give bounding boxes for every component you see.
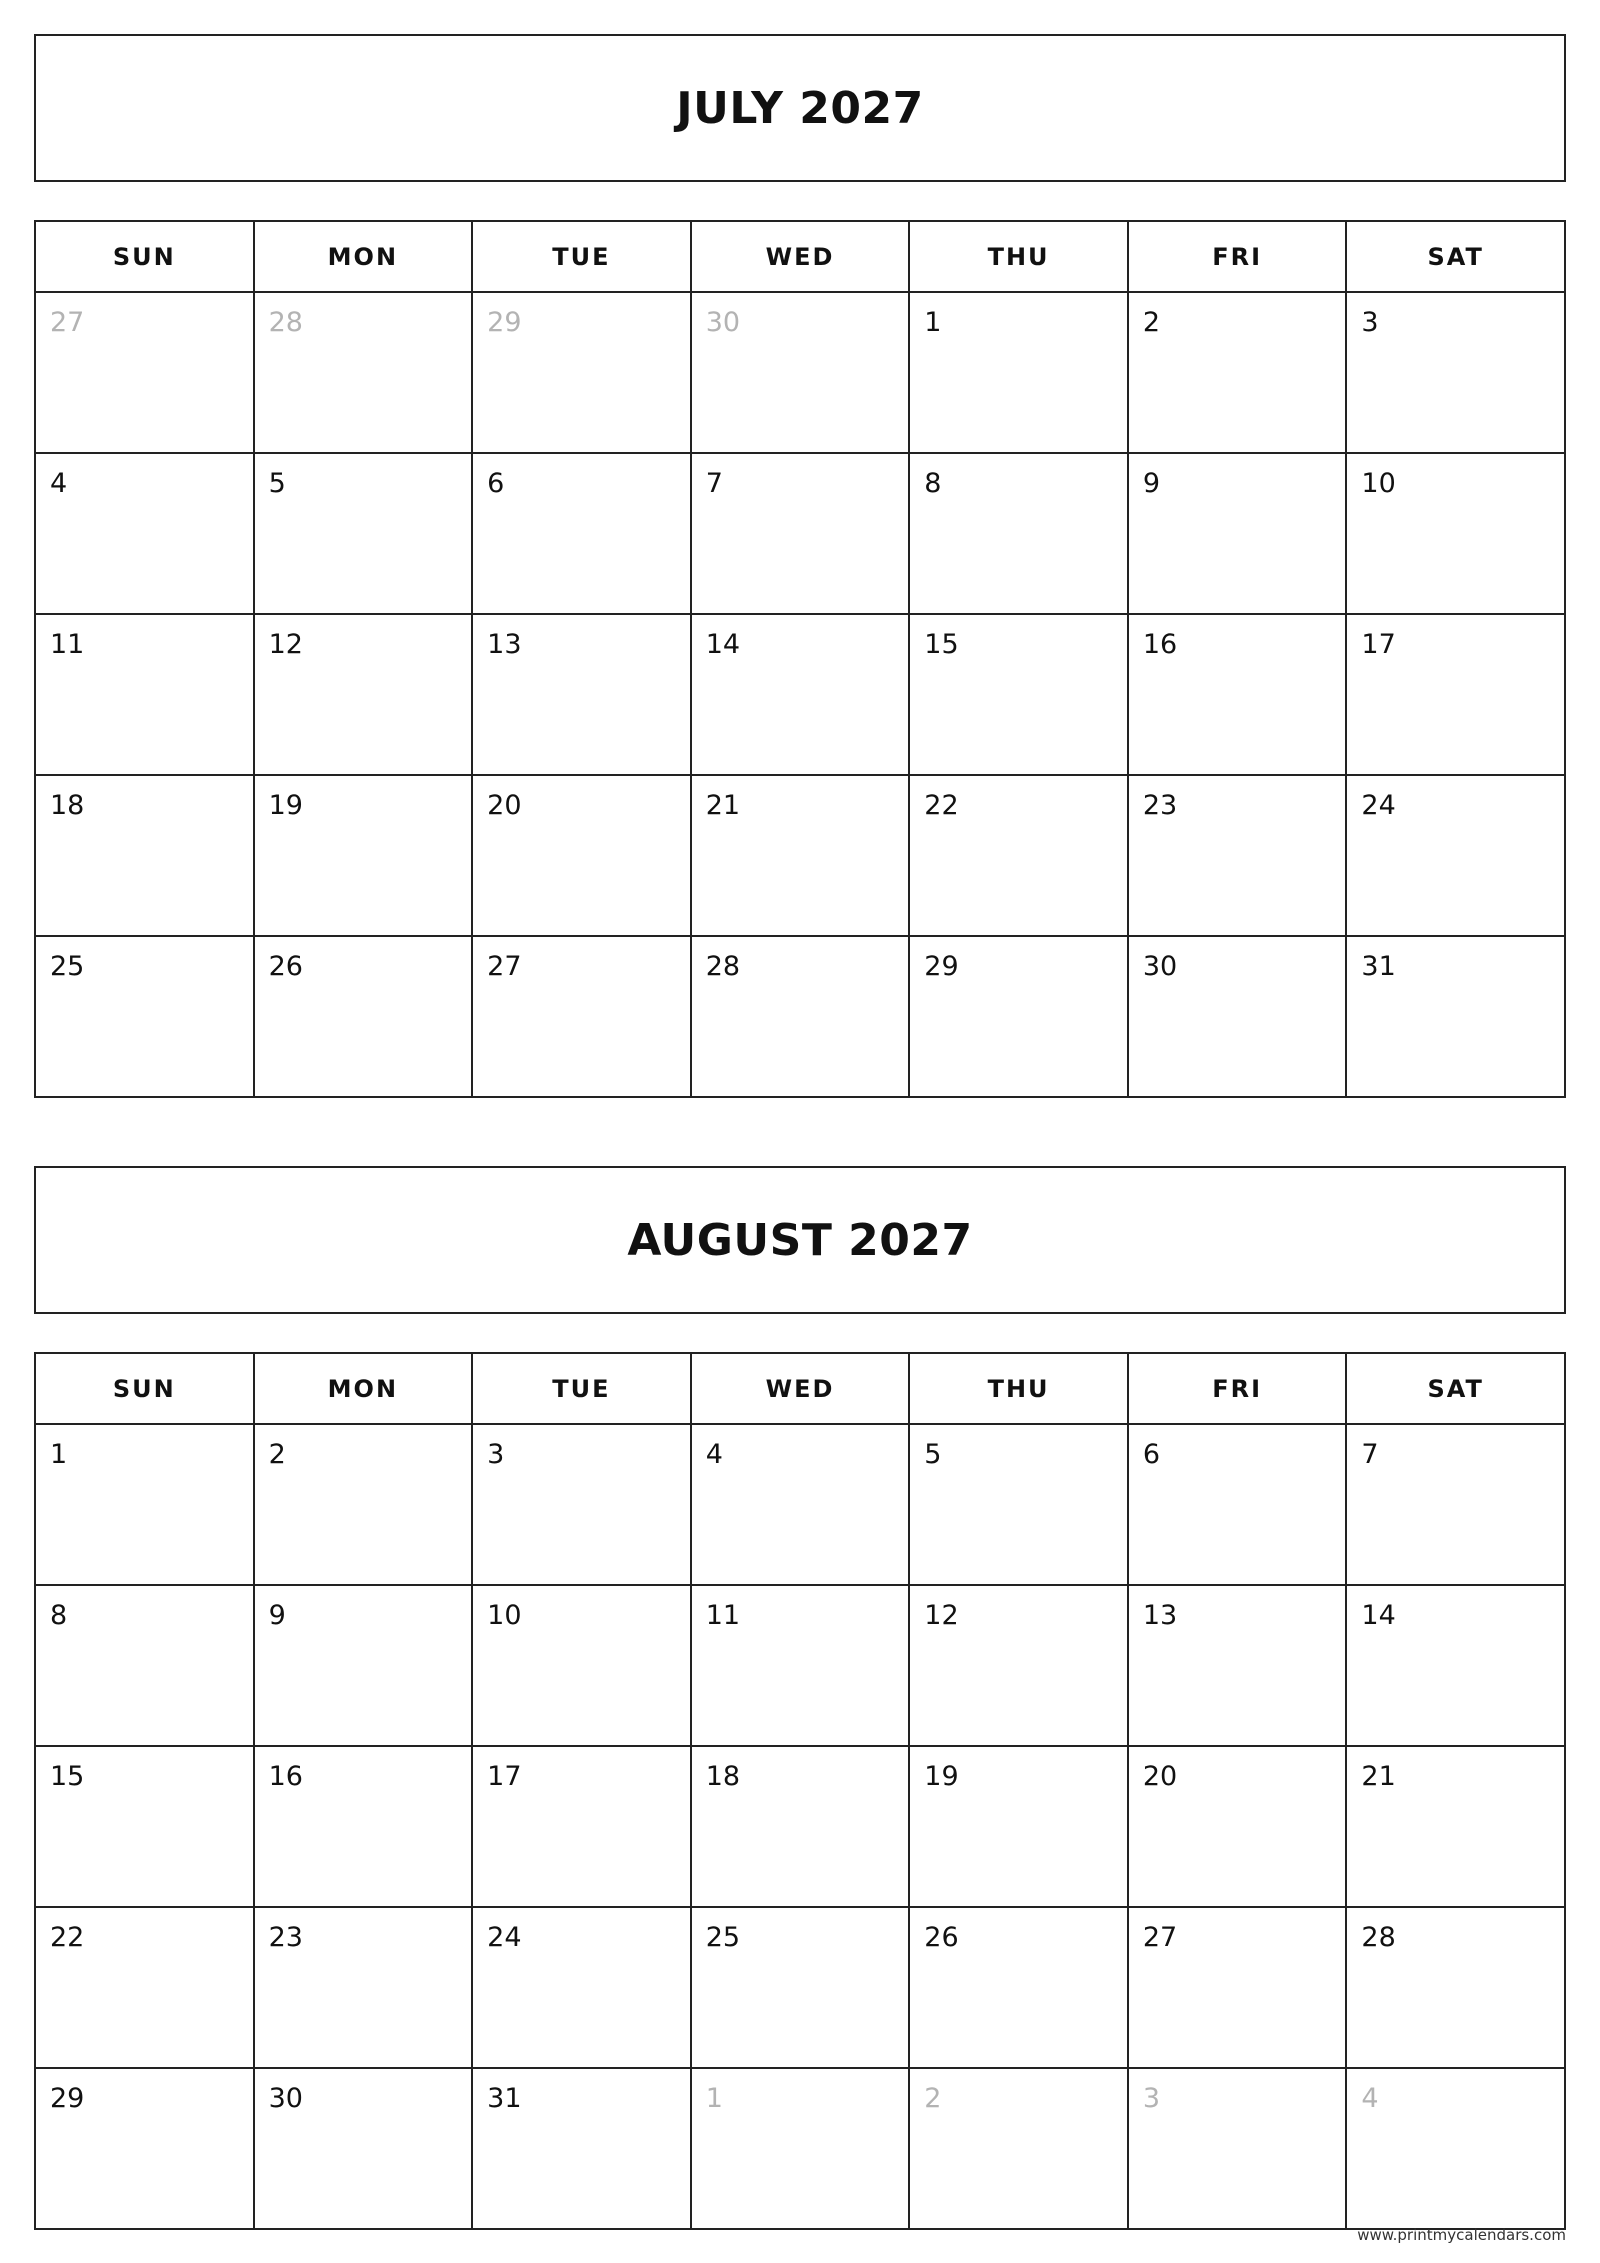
weekday-header: MON — [255, 222, 474, 293]
day-cell: 3 — [1347, 293, 1566, 454]
calendar-grid-august — [34, 1352, 1566, 2230]
day-cell: 14 — [1347, 1586, 1566, 1747]
day-cell: 31 — [473, 2069, 692, 2230]
day-cell-outside-month: 30 — [692, 293, 911, 454]
day-cell: 24 — [473, 1908, 692, 2069]
calendar-grid-july — [34, 220, 1566, 1098]
weekday-header: SAT — [1347, 1354, 1566, 1425]
day-cell: 14 — [692, 615, 911, 776]
weekday-header: SUN — [36, 1354, 255, 1425]
day-cell: 26 — [255, 937, 474, 1098]
day-cell: 20 — [473, 776, 692, 937]
day-cell: 21 — [692, 776, 911, 937]
day-cell: 29 — [910, 937, 1129, 1098]
day-cell: 17 — [1347, 615, 1566, 776]
day-cell: 27 — [473, 937, 692, 1098]
month-title: JULY 2027 — [676, 82, 924, 134]
day-cell-outside-month: 27 — [36, 293, 255, 454]
day-cell: 16 — [1129, 615, 1348, 776]
day-cell: 24 — [1347, 776, 1566, 937]
day-cell: 17 — [473, 1747, 692, 1908]
month-title-box-july — [34, 34, 1566, 182]
day-cell: 4 — [692, 1425, 911, 1586]
day-cell: 18 — [36, 776, 255, 937]
day-cell: 30 — [255, 2069, 474, 2230]
day-cell: 13 — [473, 615, 692, 776]
day-cell: 19 — [255, 776, 474, 937]
weekday-header: THU — [910, 1354, 1129, 1425]
day-cell: 11 — [692, 1586, 911, 1747]
day-cell: 15 — [36, 1747, 255, 1908]
day-cell: 1 — [910, 293, 1129, 454]
day-cell: 12 — [255, 615, 474, 776]
day-cell: 6 — [473, 454, 692, 615]
day-cell: 10 — [473, 1586, 692, 1747]
day-cell: 18 — [692, 1747, 911, 1908]
weekday-header: WED — [692, 1354, 911, 1425]
day-cell: 16 — [255, 1747, 474, 1908]
weekday-header: FRI — [1129, 1354, 1348, 1425]
day-cell: 6 — [1129, 1425, 1348, 1586]
weekday-header: MON — [255, 1354, 474, 1425]
footer-website: www.printmycalendars.com — [1357, 2226, 1566, 2244]
day-cell: 7 — [692, 454, 911, 615]
day-cell: 31 — [1347, 937, 1566, 1098]
day-cell: 25 — [692, 1908, 911, 2069]
day-cell: 25 — [36, 937, 255, 1098]
day-cell: 9 — [255, 1586, 474, 1747]
day-cell-outside-month: 4 — [1347, 2069, 1566, 2230]
weekday-header: WED — [692, 222, 911, 293]
weekday-header: SAT — [1347, 222, 1566, 293]
day-cell: 27 — [1129, 1908, 1348, 2069]
day-cell-outside-month: 28 — [255, 293, 474, 454]
day-cell-outside-month: 3 — [1129, 2069, 1348, 2230]
weekday-header: TUE — [473, 1354, 692, 1425]
day-cell: 4 — [36, 454, 255, 615]
day-cell: 9 — [1129, 454, 1348, 615]
day-cell: 2 — [1129, 293, 1348, 454]
day-cell-outside-month: 29 — [473, 293, 692, 454]
day-cell: 11 — [36, 615, 255, 776]
day-cell: 12 — [910, 1586, 1129, 1747]
day-cell: 22 — [36, 1908, 255, 2069]
day-cell: 8 — [910, 454, 1129, 615]
day-cell: 23 — [1129, 776, 1348, 937]
day-cell: 30 — [1129, 937, 1348, 1098]
day-cell: 26 — [910, 1908, 1129, 2069]
day-cell: 21 — [1347, 1747, 1566, 1908]
month-title-box-august — [34, 1166, 1566, 1314]
day-cell: 20 — [1129, 1747, 1348, 1908]
day-cell: 8 — [36, 1586, 255, 1747]
weekday-header: SUN — [36, 222, 255, 293]
day-cell: 29 — [36, 2069, 255, 2230]
day-cell: 19 — [910, 1747, 1129, 1908]
day-cell: 7 — [1347, 1425, 1566, 1586]
day-cell-outside-month: 1 — [692, 2069, 911, 2230]
day-cell: 13 — [1129, 1586, 1348, 1747]
day-cell: 5 — [910, 1425, 1129, 1586]
day-cell: 23 — [255, 1908, 474, 2069]
weekday-header: TUE — [473, 222, 692, 293]
month-title: AUGUST 2027 — [627, 1214, 973, 1266]
day-cell: 5 — [255, 454, 474, 615]
day-cell: 22 — [910, 776, 1129, 937]
day-cell: 28 — [692, 937, 911, 1098]
day-cell: 2 — [255, 1425, 474, 1586]
weekday-header: THU — [910, 222, 1129, 293]
day-cell: 28 — [1347, 1908, 1566, 2069]
day-cell-outside-month: 2 — [910, 2069, 1129, 2230]
day-cell: 15 — [910, 615, 1129, 776]
day-cell: 1 — [36, 1425, 255, 1586]
weekday-header: FRI — [1129, 222, 1348, 293]
day-cell: 10 — [1347, 454, 1566, 615]
day-cell: 3 — [473, 1425, 692, 1586]
